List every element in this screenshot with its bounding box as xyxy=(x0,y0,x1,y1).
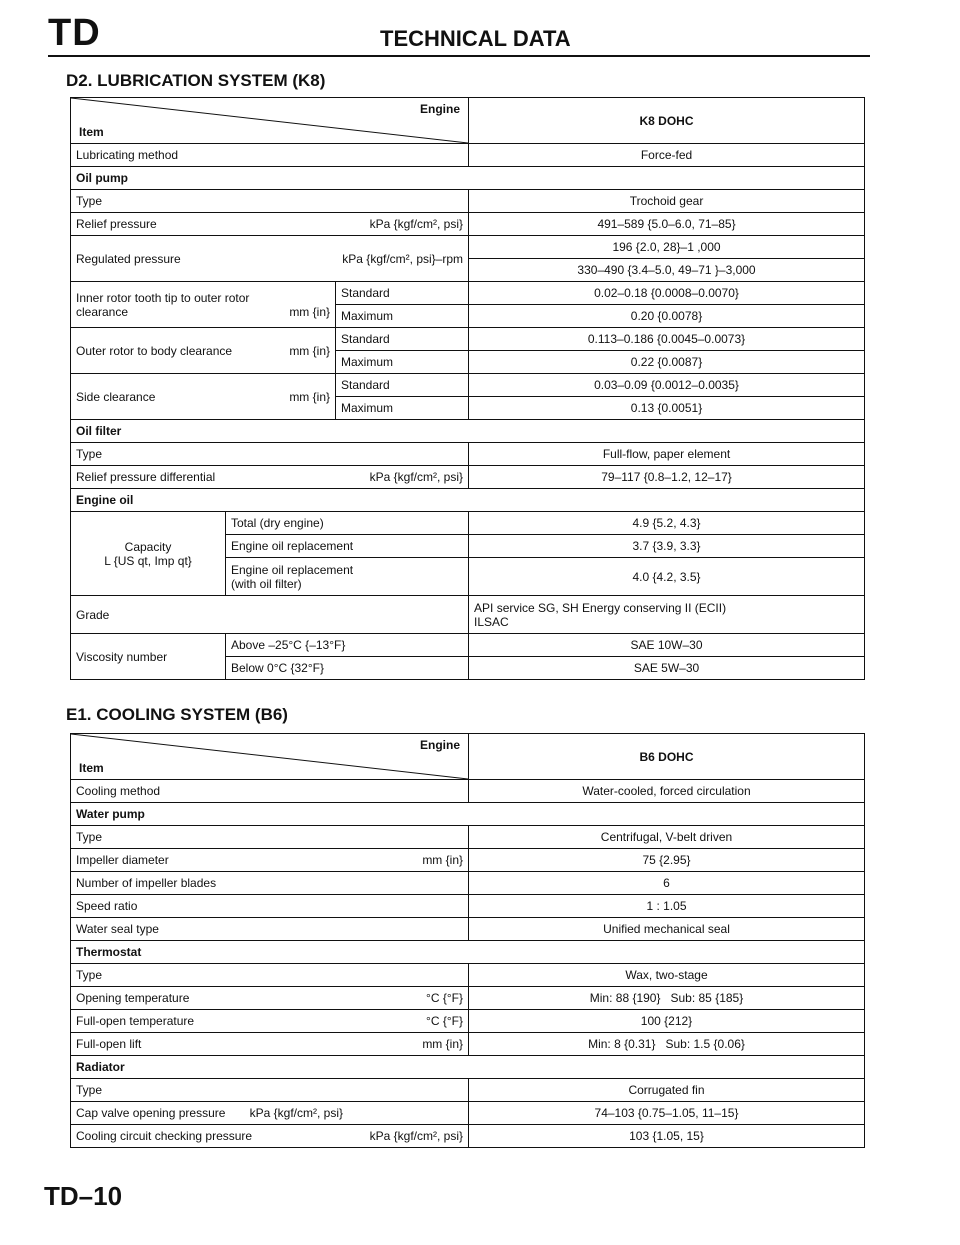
row-label xyxy=(71,512,226,596)
table-row xyxy=(71,144,865,167)
table-row xyxy=(71,964,865,987)
label-text: Relief pressure xyxy=(76,217,157,231)
unit-text: mm {in} xyxy=(422,853,463,867)
label-text: Impeller diameter xyxy=(76,853,169,867)
corner-item-label: Item xyxy=(79,125,104,139)
row-value: 6 xyxy=(469,872,865,895)
row-label xyxy=(71,987,469,1010)
value-text: ILSAC xyxy=(474,614,509,629)
group-row xyxy=(71,803,865,826)
unit-text: mm {in} xyxy=(422,1037,463,1051)
unit-text: kPa {kgf/cm², psi}–rpm xyxy=(342,251,464,266)
table-row xyxy=(71,1010,865,1033)
label-text: Regulated pressure xyxy=(76,251,181,266)
group-heading-radiator: Radiator xyxy=(71,1056,865,1079)
label-text: Side clearance xyxy=(76,389,156,404)
row-label xyxy=(71,466,469,489)
row-value: 0.13 {0.0051} xyxy=(469,397,865,420)
table-row xyxy=(71,512,865,535)
row-value: SAE 10W–30 xyxy=(469,634,865,657)
row-label xyxy=(71,1033,469,1056)
sub-label: Standard xyxy=(336,282,469,305)
diagonal-line xyxy=(71,98,468,143)
label-text: Full-open temperature xyxy=(76,1014,195,1028)
row-label xyxy=(71,328,336,374)
table-header-row xyxy=(71,98,865,144)
table-row xyxy=(71,443,865,466)
sub-label: Maximum xyxy=(336,351,469,374)
row-label: Lubricating method xyxy=(71,144,469,167)
row-label: Viscosity number xyxy=(71,634,226,680)
group-row xyxy=(71,420,865,443)
corner-header-cell xyxy=(71,734,469,780)
sub-label: Maximum xyxy=(336,397,469,420)
row-value: Water-cooled, forced circulation xyxy=(469,780,865,803)
corner-header-cell xyxy=(71,98,469,144)
group-heading-engine-oil: Engine oil xyxy=(71,489,865,512)
group-row xyxy=(71,489,865,512)
cooling-table xyxy=(70,733,865,1148)
row-value: 491–589 {5.0–6.0, 71–85} xyxy=(469,213,865,236)
page-number: TD–10 xyxy=(44,1181,123,1211)
row-value: 0.02–0.18 {0.0008–0.0070} xyxy=(469,282,865,305)
row-value: SAE 5W–30 xyxy=(469,657,865,680)
row-value: 74–103 {0.75–1.05, 11–15} xyxy=(469,1102,865,1125)
sub-label: Standard xyxy=(336,374,469,397)
sub-label: Above –25°C {–13°F} xyxy=(226,634,469,657)
table-row xyxy=(71,987,865,1010)
table-row xyxy=(71,328,865,351)
group-heading-water-pump: Water pump xyxy=(71,803,865,826)
header-rule xyxy=(48,55,870,57)
label-text: Engine oil replacement xyxy=(231,562,354,577)
row-value: 75 {2.95} xyxy=(469,849,865,872)
unit-text: mm {in} xyxy=(289,304,330,319)
row-label xyxy=(71,1125,469,1148)
row-value: Full-flow, paper element xyxy=(469,443,865,466)
table-row xyxy=(71,918,865,941)
label-text: Relief pressure differential xyxy=(76,470,216,484)
sub-label: Below 0°C {32°F} xyxy=(226,657,469,680)
row-value: 4.9 {5.2, 4.3} xyxy=(469,512,865,535)
unit-text: L {US qt, Imp qt} xyxy=(104,553,192,568)
label-text: (with oil filter) xyxy=(231,576,302,591)
row-label: Speed ratio xyxy=(71,895,469,918)
group-row xyxy=(71,941,865,964)
row-label: Type xyxy=(71,826,469,849)
label-text: Full-open lift xyxy=(76,1037,142,1051)
row-value: Corrugated fin xyxy=(469,1079,865,1102)
lubrication-section-title: D2. LUBRICATION SYSTEM (K8) xyxy=(66,71,326,90)
lubrication-table xyxy=(70,97,865,680)
row-label: Number of impeller blades xyxy=(71,872,469,895)
value-text: API service SG, SH Energy conserving II (ECII) xyxy=(474,600,727,615)
row-value: 330–490 {3.4–5.0, 49–71 }–3,000 xyxy=(469,259,865,282)
table-row xyxy=(71,872,865,895)
table-row xyxy=(71,634,865,657)
row-value: 79–117 {0.8–1.2, 12–17} xyxy=(469,466,865,489)
table-row xyxy=(71,895,865,918)
unit-text: kPa {kgf/cm², psi} xyxy=(249,1106,343,1120)
label-text: Cooling circuit checking pressure xyxy=(76,1129,253,1143)
table-row xyxy=(71,236,865,259)
unit-text: kPa {kgf/cm², psi} xyxy=(369,1129,463,1143)
row-label xyxy=(71,282,336,328)
row-label xyxy=(71,374,336,420)
engine-column-header: B6 DOHC xyxy=(469,734,865,780)
diagonal-line xyxy=(71,734,468,779)
unit-text: °C {°F} xyxy=(426,991,463,1005)
row-value: Min: 8 {0.31} Sub: 1.5 {0.06} xyxy=(469,1033,865,1056)
table-row xyxy=(71,466,865,489)
row-label xyxy=(71,849,469,872)
sub-label: Engine oil replacement xyxy=(226,535,469,558)
unit-text: kPa {kgf/cm², psi} xyxy=(369,217,464,231)
table-header-row xyxy=(71,734,865,780)
label-text: Inner rotor tooth tip to outer rotor xyxy=(76,290,250,305)
corner-item-label: Item xyxy=(79,761,104,775)
group-heading-thermostat: Thermostat xyxy=(71,941,865,964)
table-row xyxy=(71,780,865,803)
row-label: Cooling method xyxy=(71,780,469,803)
row-value: 196 {2.0, 28}–1 ,000 xyxy=(469,236,865,259)
row-value: 1 : 1.05 xyxy=(469,895,865,918)
table-row xyxy=(71,826,865,849)
row-value: Force-fed xyxy=(469,144,865,167)
label-text: clearance xyxy=(76,304,129,319)
row-value xyxy=(469,596,865,634)
row-value: Wax, two-stage xyxy=(469,964,865,987)
corner-engine-label: Engine xyxy=(420,102,461,116)
row-label xyxy=(71,213,469,236)
row-value: 4.0 {4.2, 3.5} xyxy=(469,558,865,596)
unit-text: kPa {kgf/cm², psi} xyxy=(369,470,464,484)
sub-label: Maximum xyxy=(336,305,469,328)
row-value: Unified mechanical seal xyxy=(469,918,865,941)
table-row xyxy=(71,1079,865,1102)
row-label: Type xyxy=(71,1079,469,1102)
group-heading-oil-filter: Oil filter xyxy=(71,420,865,443)
page-title: TECHNICAL DATA xyxy=(380,26,571,51)
table-row xyxy=(71,282,865,305)
row-label: Type xyxy=(71,443,469,466)
unit-text: mm {in} xyxy=(289,343,330,358)
table-row xyxy=(71,190,865,213)
row-value: 100 {212} xyxy=(469,1010,865,1033)
row-value: 0.113–0.186 {0.0045–0.0073} xyxy=(469,328,865,351)
table-row xyxy=(71,374,865,397)
row-label xyxy=(71,236,469,282)
label-text: Outer rotor to body clearance xyxy=(76,343,233,358)
row-label: Grade xyxy=(71,596,469,634)
group-row xyxy=(71,1056,865,1079)
row-value: 3.7 {3.9, 3.3} xyxy=(469,535,865,558)
corner-engine-label: Engine xyxy=(419,738,460,752)
group-heading-oil-pump: Oil pump xyxy=(71,167,865,190)
row-value: 103 {1.05, 15} xyxy=(469,1125,865,1148)
row-value: Min: 88 {190} Sub: 85 {185} xyxy=(469,987,865,1010)
row-value: 0.03–0.09 {0.0012–0.0035} xyxy=(469,374,865,397)
row-label: Type xyxy=(71,964,469,987)
table-row xyxy=(71,213,865,236)
row-value: 0.22 {0.0087} xyxy=(469,351,865,374)
group-row xyxy=(71,167,865,190)
row-label xyxy=(71,1010,469,1033)
section-code: TD xyxy=(48,12,101,54)
row-value: Centrifugal, V-belt driven xyxy=(469,826,865,849)
label-text: Cap valve opening pressure xyxy=(76,1106,226,1120)
row-value: Trochoid gear xyxy=(469,190,865,213)
table-row xyxy=(71,596,865,634)
table-row xyxy=(71,1033,865,1056)
unit-text: °C {°F} xyxy=(426,1014,463,1028)
table-row xyxy=(71,849,865,872)
row-label: Type xyxy=(71,190,469,213)
label-text: Opening temperature xyxy=(76,991,190,1005)
table-row xyxy=(71,1102,865,1125)
row-label xyxy=(71,1102,469,1125)
cooling-section-title: E1. COOLING SYSTEM (B6) xyxy=(66,705,288,724)
table-row xyxy=(71,1125,865,1148)
row-value: 0.20 {0.0078} xyxy=(469,305,865,328)
sub-label xyxy=(226,558,469,596)
sub-label: Total (dry engine) xyxy=(226,512,469,535)
unit-text: mm {in} xyxy=(289,389,330,404)
label-text: Capacity xyxy=(124,539,172,554)
engine-column-header: K8 DOHC xyxy=(469,98,865,144)
row-label: Water seal type xyxy=(71,918,469,941)
sub-label: Standard xyxy=(336,328,469,351)
